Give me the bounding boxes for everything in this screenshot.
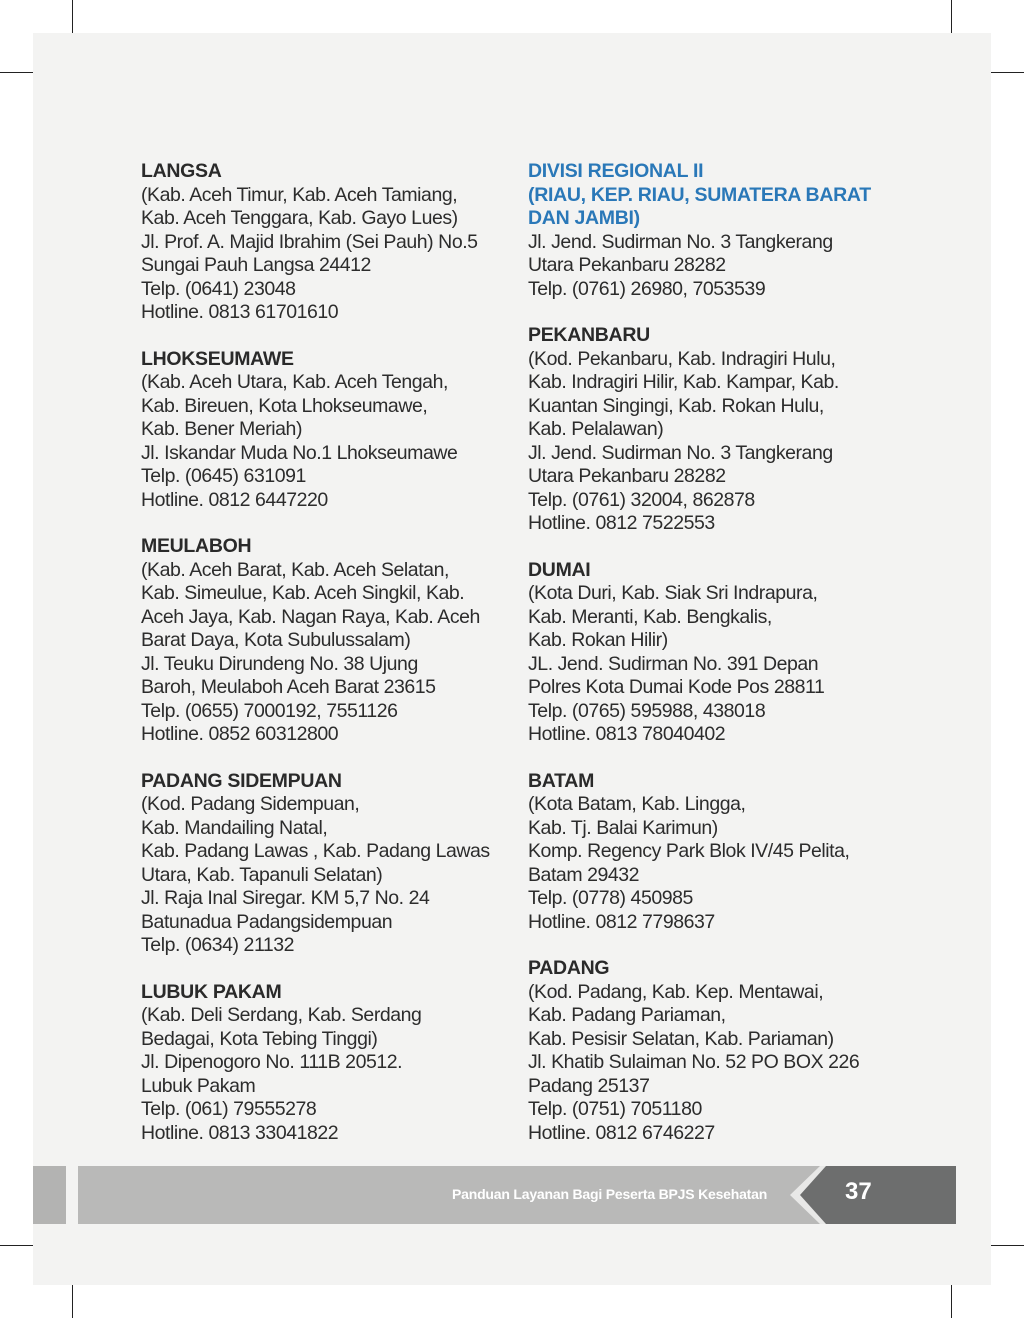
- office-detail-line: Kab. Simeulue, Kab. Aceh Singkil, Kab.: [141, 582, 465, 604]
- right-column: [528, 160, 878, 1168]
- office-block-meulaboh: [141, 535, 506, 747]
- office-detail-line: (Kod. Pekanbaru, Kab. Indragiri Hulu,: [528, 347, 836, 370]
- office-detail-line: Kab. Rokan Hilir): [528, 629, 668, 651]
- office-block-batam: [528, 770, 878, 935]
- office-detail-line: (Kab. Deli Serdang, Kab. Serdang: [141, 1004, 422, 1026]
- office-detail-line: Sungai Pauh Langsa 24412: [141, 254, 371, 276]
- office-detail-line: Utara, Kab. Tapanuli Selatan): [141, 863, 383, 886]
- office-detail-line: (Kota Batam, Kab. Lingga,: [528, 793, 746, 815]
- regional-division-title: DIVISI REGIONAL II: [528, 160, 704, 182]
- office-title: LANGSA: [141, 160, 222, 182]
- office-detail-line: Baroh, Meulaboh Aceh Barat 23615: [141, 676, 436, 698]
- regional-division-title: (RIAU, KEP. RIAU, SUMATERA BARAT: [528, 183, 871, 206]
- office-detail-line: Jl. Jend. Sudirman No. 3 Tangkerang: [528, 441, 833, 464]
- office-block-padang-sidempuan: [141, 770, 506, 958]
- office-title: DUMAI: [528, 558, 591, 581]
- office-detail-line: JL. Jend. Sudirman No. 391 Depan: [528, 652, 819, 675]
- office-detail-line: Kab. Aceh Tenggara, Kab. Gayo Lues): [141, 207, 458, 229]
- footer-title: Panduan Layanan Bagi Peserta BPJS Kesehatan: [452, 1186, 768, 1202]
- office-block-divisi-regional-ii: [528, 160, 878, 301]
- office-title: LHOKSEUMAWE: [141, 347, 294, 370]
- office-detail-line: (Kab. Aceh Utara, Kab. Aceh Tengah,: [141, 371, 448, 393]
- office-detail-line: Kab. Tj. Balai Karimun): [528, 816, 718, 839]
- office-detail-line: Batunadua Padangsidempuan: [141, 910, 393, 933]
- office-detail-line: Hotline. 0812 7522553: [528, 512, 715, 534]
- office-detail-line: Kab. Pesisir Selatan, Kab. Pariaman): [528, 1027, 834, 1050]
- office-block-lubuk-pakam: [141, 981, 506, 1146]
- office-detail-line: Hotline. 0812 6447220: [141, 488, 328, 511]
- office-detail-line: Kab. Bireuen, Kota Lhokseumawe,: [141, 394, 428, 417]
- office-detail-line: Kab. Mandailing Natal,: [141, 816, 328, 839]
- office-block-dumai: [528, 559, 878, 747]
- office-detail-line: Komp. Regency Park Blok IV/45 Pelita,: [528, 840, 850, 862]
- office-detail-line: Jl. Dipenogoro No. 111B 20512.: [141, 1051, 403, 1073]
- office-detail-line: Telp. (0751) 7051180: [528, 1098, 702, 1120]
- office-detail-line: Telp. (0655) 7000192, 7551126: [141, 699, 398, 722]
- office-block-lhokseumawe: [141, 348, 506, 513]
- office-detail-line: Aceh Jaya, Kab. Nagan Raya, Kab. Aceh: [141, 605, 480, 628]
- office-detail-line: Utara Pekanbaru 28282: [528, 254, 726, 276]
- office-title: PADANG: [528, 957, 610, 979]
- office-detail-line: Hotline. 0852 60312800: [141, 723, 339, 745]
- office-detail-line: Hotline. 0813 33041822: [141, 1121, 339, 1144]
- office-detail-line: Hotline. 0812 6746227: [528, 1121, 715, 1144]
- office-detail-line: Telp. (0645) 631091: [141, 465, 306, 487]
- office-detail-line: (Kab. Aceh Barat, Kab. Aceh Selatan,: [141, 558, 449, 581]
- office-detail-line: Jl. Iskandar Muda No.1 Lhokseumawe: [141, 441, 458, 464]
- office-detail-line: Hotline. 0812 7798637: [528, 910, 715, 933]
- page-number: 37: [845, 1178, 872, 1205]
- office-detail-line: Telp. (0761) 32004, 862878: [528, 488, 755, 511]
- office-detail-line: Jl. Jend. Sudirman No. 3 Tangkerang: [528, 230, 833, 253]
- office-detail-line: (Kod. Padang Sidempuan,: [141, 793, 360, 815]
- office-title: BATAM: [528, 769, 595, 792]
- office-detail-line: (Kota Duri, Kab. Siak Sri Indrapura,: [528, 582, 818, 604]
- office-detail-line: Barat Daya, Kota Subulussalam): [141, 629, 411, 651]
- office-detail-line: Batam 29432: [528, 863, 640, 886]
- office-detail-line: Bedagai, Kota Tebing Tinggi): [141, 1027, 378, 1050]
- office-title: PEKANBARU: [528, 324, 650, 346]
- office-detail-line: Kab. Indragiri Hilir, Kab. Kampar, Kab.: [528, 371, 839, 393]
- office-detail-line: Telp. (0778) 450985: [528, 887, 693, 909]
- office-detail-line: Kab. Meranti, Kab. Bengkalis,: [528, 605, 772, 628]
- office-detail-line: Lubuk Pakam: [141, 1074, 256, 1097]
- office-title: PADANG SIDEMPUAN: [141, 769, 342, 792]
- office-detail-line: Jl. Khatib Sulaiman No. 52 PO BOX 226: [528, 1051, 860, 1073]
- office-detail-line: Telp. (0641) 23048: [141, 277, 296, 300]
- office-detail-line: Polres Kota Dumai Kode Pos 28811: [528, 676, 825, 698]
- office-detail-line: Padang 25137: [528, 1074, 650, 1097]
- office-detail-line: Telp. (0765) 595988, 438018: [528, 699, 766, 722]
- office-detail-line: Kab. Padang Pariaman,: [528, 1004, 726, 1026]
- office-detail-line: Jl. Teuku Dirundeng No. 38 Ujung: [141, 652, 418, 675]
- office-detail-line: Utara Pekanbaru 28282: [528, 465, 726, 487]
- office-detail-line: (Kod. Padang, Kab. Kep. Mentawai,: [528, 980, 824, 1003]
- office-detail-line: (Kab. Aceh Timur, Kab. Aceh Tamiang,: [141, 183, 458, 206]
- left-column: [141, 160, 506, 1168]
- office-detail-line: Telp. (0634) 21132: [141, 934, 295, 956]
- footer-left-block: [33, 1166, 66, 1224]
- regional-division-title: DAN JAMBI): [528, 207, 640, 229]
- office-title: LUBUK PAKAM: [141, 980, 282, 1003]
- office-detail-line: Jl. Raja Inal Siregar. KM 5,7 No. 24: [141, 887, 430, 909]
- office-title: MEULABOH: [141, 535, 252, 557]
- office-detail-line: Kuantan Singingi, Kab. Rokan Hulu,: [528, 394, 824, 417]
- office-detail-line: Hotline. 0813 78040402: [528, 723, 726, 745]
- office-detail-line: Telp. (061) 79555278: [141, 1098, 317, 1120]
- office-detail-line: Kab. Bener Meriah): [141, 418, 302, 440]
- office-detail-line: Hotline. 0813 61701610: [141, 301, 339, 323]
- office-block-langsa: [141, 160, 506, 325]
- office-detail-line: Telp. (0761) 26980, 7053539: [528, 277, 766, 300]
- office-block-pekanbaru: [528, 324, 878, 536]
- office-detail-line: Kab. Padang Lawas , Kab. Padang Lawas: [141, 840, 490, 862]
- office-detail-line: Jl. Prof. A. Majid Ibrahim (Sei Pauh) No.5: [141, 230, 478, 253]
- office-detail-line: Kab. Pelalawan): [528, 418, 664, 440]
- office-block-padang: [528, 957, 878, 1145]
